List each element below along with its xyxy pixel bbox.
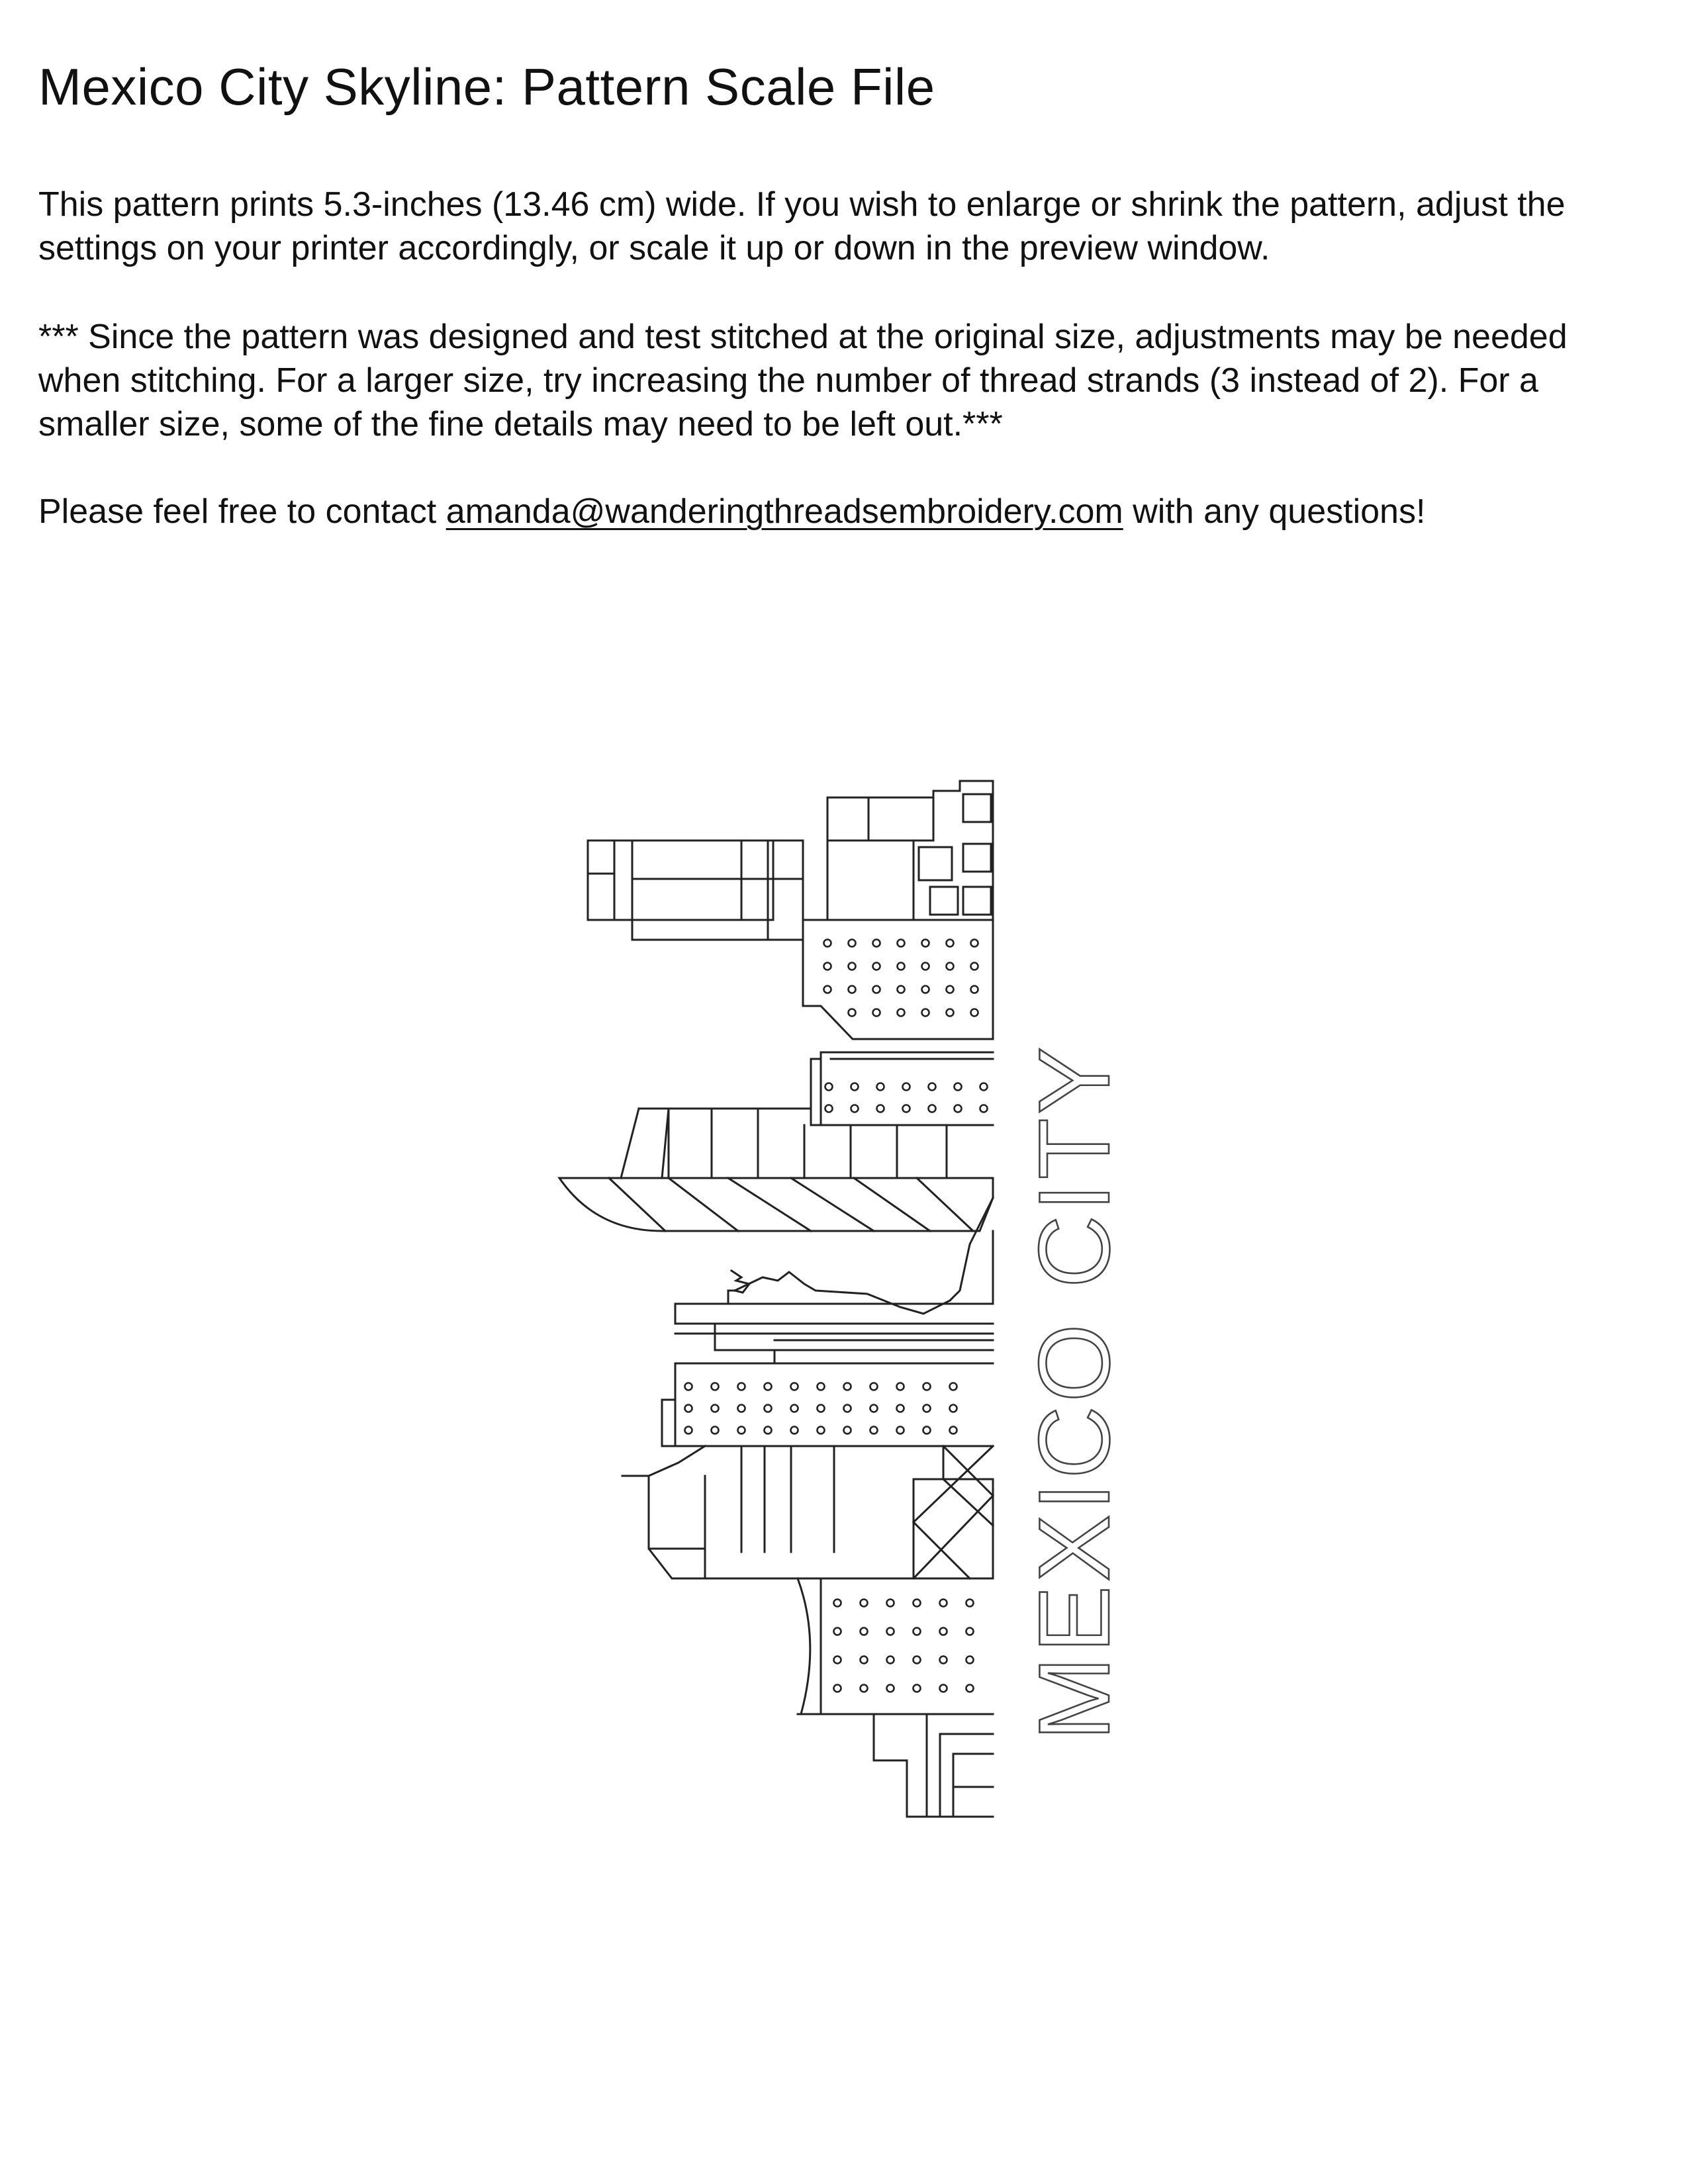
- building-striped-tower: [559, 1109, 993, 1231]
- contact-paragraph: [38, 490, 1654, 533]
- contact-prefix: Please feel free to contact: [38, 492, 446, 531]
- vertical-title-text: MEXICO CITY: [1018, 1042, 1125, 1741]
- window-dots-bottom: [834, 1600, 974, 1692]
- building-top-blocks: [588, 781, 993, 940]
- building-dotted-middle: [811, 1052, 993, 1125]
- contact-suffix: with any questions!: [1123, 492, 1426, 531]
- building-columns-lattice: [622, 1446, 993, 1578]
- skyline-pattern-artwork: [556, 768, 1125, 1843]
- building-stepped-slab: [675, 1304, 993, 1363]
- window-dots-upper: [824, 940, 978, 1017]
- contact-email-link[interactable]: amanda@wanderingthreadsembroidery.com: [445, 492, 1123, 531]
- window-dots-lower: [685, 1383, 957, 1434]
- building-dotted-lower: [662, 1363, 993, 1446]
- vertical-title-group: [1018, 1043, 1125, 1741]
- window-dots-middle: [825, 1083, 988, 1113]
- building-angel-spire: [728, 1198, 993, 1314]
- skyline-pattern-svg: [556, 768, 1125, 1840]
- building-dotted-bottom: [798, 1578, 993, 1817]
- scale-instructions-paragraph: This pattern prints 5.3-inches (13.46 cm) wide. If you wish to enlarge or shrink the pattern, adjust the settings on your printer accordingly, or scale it up or down in the preview window.: [38, 185, 1566, 267]
- stitching-note-paragraph: *** Since the pattern was designed and test stitched at the original size, adjustments may be needed when stitching. For a larger size, try increasing the number of thread strands (3 instead of 2). For a smaller size, some of the fine details may need to be left out.***: [38, 318, 1568, 443]
- page-title: Mexico City Skyline: Pattern Scale File: [38, 58, 935, 116]
- building-dotted-upper: [803, 781, 993, 1039]
